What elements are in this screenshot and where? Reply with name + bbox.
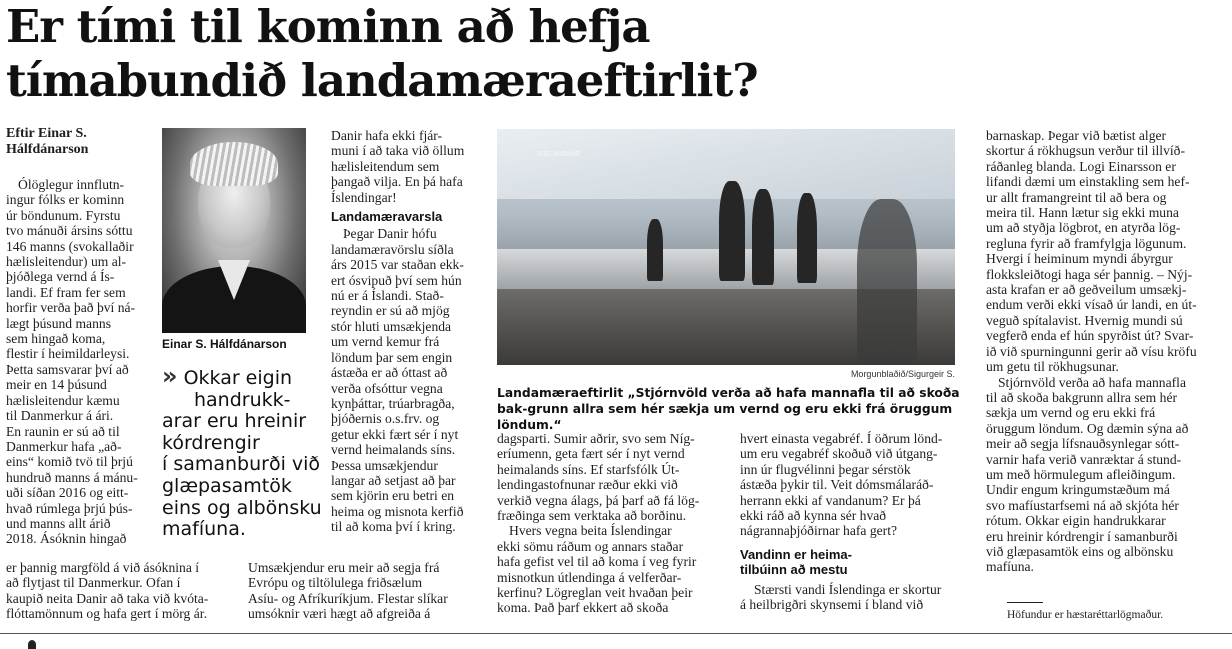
text-line: hælisleitendur) um al- [6,254,127,270]
photo-person [797,193,817,283]
text-line: ekki ráð að kynna sér hvað [740,508,887,524]
text-line: verkið vegna álags, þá þarf að fá lög- [497,492,700,508]
text-line: lægt þúsund manns [6,315,111,331]
text-line: úr böndunum. Fyrstu [6,207,121,223]
text-line: til Danmerkur á ári. [6,408,114,424]
text-line: Þessa umsækjendur [331,457,438,473]
column-3 [497,431,732,616]
text-line: meira til. Hann lætur sig ekki muna [986,205,1179,221]
text-line: eins“ komið tvö til þrjú [6,454,133,470]
photo-person [752,189,774,285]
text-line: lendingastofnunar ræður ekki við [497,477,678,493]
text-line: koma. Það þarf ekkert að skoða [497,600,669,616]
pull-quote-line: kórdrengir [162,431,260,454]
text-line: hvað rúmlega þrjú þús- [6,500,133,516]
column-5 [986,128,1226,575]
column-1-text [6,177,156,547]
text-line: Asíu- og Afríkuríkjum. Flestar slíkar [248,590,448,606]
text-line: lifandi dæmi um einstakling sem hef- [986,174,1190,190]
quote-mark-icon: » [162,362,178,390]
text-line: er þannig margföld á við ásóknina í [6,560,200,575]
end-rule [1007,602,1043,603]
text-line: veguð spítalavist. Hvernig mundi sú [986,312,1183,328]
pull-quote-line: handrukk- [194,388,291,411]
text-line: á heilbrigðri skynsemi í bland við [740,597,924,613]
text-line: kaupið neita Danir að taka við kvóta- [6,590,209,606]
text-line: stór hluti umsækjenda [331,318,452,334]
text-line: um eru vegabréf skoðuð við útgang- [740,446,938,462]
text-line: ið við spurningunni gerir að vísu kröfu [986,343,1197,359]
portrait-hair [190,142,278,186]
text-line: sem hingað koma, [6,331,106,347]
next-article-glyph-icon [28,640,36,649]
pull-quote-line: eins og albönsku [162,496,322,519]
text-line: Umsækjendur eru meir að segja frá [248,560,440,575]
text-line: Danmerkur hafa „að- [6,438,122,454]
text-line: um að styðja lögbrot, en atyrða lög- [986,220,1181,236]
photo-person [719,181,745,281]
text-line: landamæravörslu síðla [331,241,454,257]
text-line: ingur fólks er kominn [6,192,125,208]
text-line: uði síðan 2016 og eitt- [6,485,129,501]
text-line: muni í að taka við öllum [331,143,465,159]
text-line: sem kjörin eru betri en [331,488,455,504]
text-line: ekki sömu ráðum og annars staðar [497,538,684,554]
pull-quote-line: Okkar eigin [183,367,293,389]
text-line: herrann ekki af vandanum? Er þá [740,492,921,508]
text-line: tvo mánuði ársins sóttu [6,223,133,239]
airport-photo [497,129,955,365]
byline [6,126,156,158]
column-2-continuation [248,560,488,622]
text-line: langar að setjast að þar [331,472,456,488]
text-line: eríumenn, geta fært sér í nyt vernd [497,446,685,462]
text-line: hælisleitendum sem [331,158,440,174]
photo-person [647,219,663,281]
text-line: getur ekki fært sér í nyt [331,426,459,442]
headline-line-1: Er tími til kominn að hefja [6,0,650,53]
text-line: flóttamönnum og hafa gert í mörg ár. [6,606,207,622]
text-line: vegferð enda ef hún spyrðist út? Svar- [986,328,1194,344]
portrait-caption: Einar S. Hálfdánarson [162,337,287,351]
text-line: svo mafíustarfsemi ná að skjóta hér [986,497,1179,513]
headline-line-2: tímabundið landamæraeftirlit? [6,54,758,107]
text-line: hundruð manns á mánu- [6,469,138,485]
text-line: heimalands síns. Ef starfsfólk Út- [497,461,680,477]
text-line: skortur á rökhugsun verður til illvíð- [986,143,1185,159]
text-line: Hvergi í heiminum myndi ábyrgur [986,251,1173,267]
pull-quote-line: í samanburði við [162,453,321,476]
text-line: landi. Ef fram fer sem [6,284,126,300]
text-line: asta krafan er að geðveilum umsækj- [986,282,1187,298]
text-line: varnir hafa verið vanræktar á stund- [986,451,1182,467]
text-line: þjóðlega vernd á Ís- [6,269,115,285]
pull-quote [162,362,322,541]
text-line: Stærsti vandi Íslendinga er skortur [754,581,942,597]
text-line: Evrópu og tiltölulega friðsælum [248,575,423,591]
text-line: Danir hafa ekki fjár- [331,128,443,143]
text-line: 2018. Ásóknin hingað [6,531,127,547]
photo-caption-text: „Stjórnvöld verða að hafa mannafla til að skoða bak-grunn allra sem hér sækja um vernd og eru ekki frá öruggum löndum.“ [497,386,960,432]
photo-credit: Morgunblaðið/Sigurgeir S. [850,369,955,379]
text-line: þangað vilja. En þá hafa [331,174,463,190]
text-line: þjóðernis o.s.frv. og [331,411,440,427]
text-line: sækja um vernd og eru ekki frá [986,405,1156,421]
author-note: Höfundur er hæstaréttarlögmaður. [1007,609,1164,621]
text-line: ráðanleg blanda. Logi Einarsson er [986,158,1176,174]
photo-caption [497,385,967,433]
text-line: um getu til rökhugsunar. [986,359,1119,375]
author-portrait [162,128,306,333]
text-line: hvert einasta vegabréf. Í öðrum lönd- [740,431,943,446]
text-line: árs 2015 var staðan ekk- [331,257,464,273]
column-2 [331,128,491,535]
text-line: vernd heimalands síns. [331,442,456,458]
text-line: Þetta samsvarar því að [6,361,129,377]
column-4 [740,431,975,612]
text-line: En raunin er sú að til [6,423,120,439]
text-line: 146 manns (svokallaðir [6,238,134,254]
text-line: hælisleitendur kæmu [6,392,120,408]
text-line: umsóknir væri hægt að afgreiða á [248,606,431,622]
text-line: endum verði ekki vísað úr landi, en út- [986,297,1197,313]
text-line: meir að segja lífsnauðsynlegar sótt- [986,436,1180,452]
text-line: reyndin er sú að mjög [331,303,450,319]
text-line: flokksleiðtogi haga sér þannig. – Nýj- [986,266,1193,282]
text-line: Íslendingar! [331,189,397,205]
text-line: mafíuna. [986,559,1034,575]
text-line: Hvers vegna beita Íslendingar [509,523,672,539]
pull-quote-line: glæpasamtök [162,474,292,497]
subhead-line: Vandinn er heima- [740,546,852,562]
text-line: barnaskap. Þegar við bætist alger [986,128,1167,143]
text-line: nú er á Íslandi. Stað- [331,288,444,304]
text-line: til að skoða bakgrunn allra sem hér [986,389,1178,405]
text-line: ur allt framangreint til að bera og [986,189,1167,205]
page-base-rule [0,633,1232,634]
text-line: öruggum löndum. Og dæmin sýna að [986,420,1189,436]
text-line: að flytjast til Danmerkur. Ofan í [6,575,181,591]
text-line: eru hreinir kórdrengir í samanburði [986,528,1178,544]
text-line: regluna fyrir að framfylgja lögunum. [986,235,1187,251]
text-line: flestir í heimildarleysi. [6,346,130,362]
photo-person-blur [857,199,917,365]
text-line: til að koma því í kring. [331,519,456,535]
text-line: við glæpasamtök eins og albönsku [986,543,1174,559]
text-line: ástæða þykir til. Veit dómsmálaráð- [740,477,934,493]
article-headline [6,0,1226,108]
text-line: ert ósvipuð því sem hún [331,272,462,288]
text-line: ástæða er að óttast að [331,365,448,381]
text-line: Ólöglegur innflutn- [18,177,125,192]
text-line: um vernd kemur frá [331,334,440,350]
text-line: Undir engum kringumstæðum má [986,482,1170,498]
text-line: fræðinga sem verktaka að borðinu. [497,508,687,524]
pull-quote-line: mafíuna. [162,518,246,541]
text-line: misnotkun útlendinga á velferðar- [497,569,682,585]
subhead-landamaeravarsla: Landamæravarsla [331,209,443,225]
text-line: kerfinu? Lögreglan veit hvaðan þeir [497,585,693,601]
text-line: horfir verða það því ná- [6,300,136,316]
subhead-vandinn [740,547,975,578]
text-line: nágrannaþjóðirnar hafa gert? [740,523,897,539]
column-1 [6,126,156,547]
text-line: heima og misnota kerfið [331,503,464,519]
text-line: löndum þar sem engin [331,349,453,365]
byline-line: Eftir Einar S. [6,126,87,141]
text-line: rótum. Okkar eigin handrukkarar [986,513,1166,529]
text-line: verða ofsóttur vegna [331,380,443,396]
byline-line: Hálfdánarson [6,142,89,157]
photo-sign: ICELANDAIR [537,151,581,158]
text-line: und manns allt árið [6,515,111,531]
text-line: Stjórnvöld verða að hafa mannafla [998,374,1186,390]
text-line: hafa gefist vel til að koma í veg fyrir [497,554,697,570]
text-line: um með hörmulegum afleiðingum. [986,466,1176,482]
text-line: inn úr flugvélinni þegar sérstök [740,461,911,477]
text-line: Þegar Danir hófu [343,226,437,242]
text-line: kynþáttar, trúarbragða, [331,395,455,411]
text-line: dagsparti. Sumir aðrir, svo sem Níg- [497,431,695,446]
text-line: meir en 14 þúsund [6,377,107,393]
subhead-line: tilbúinn að mestu [740,562,848,578]
photo-caption-lead: Landamæraeftirlit [497,386,624,400]
pull-quote-line: arar eru hreinir [162,410,307,433]
